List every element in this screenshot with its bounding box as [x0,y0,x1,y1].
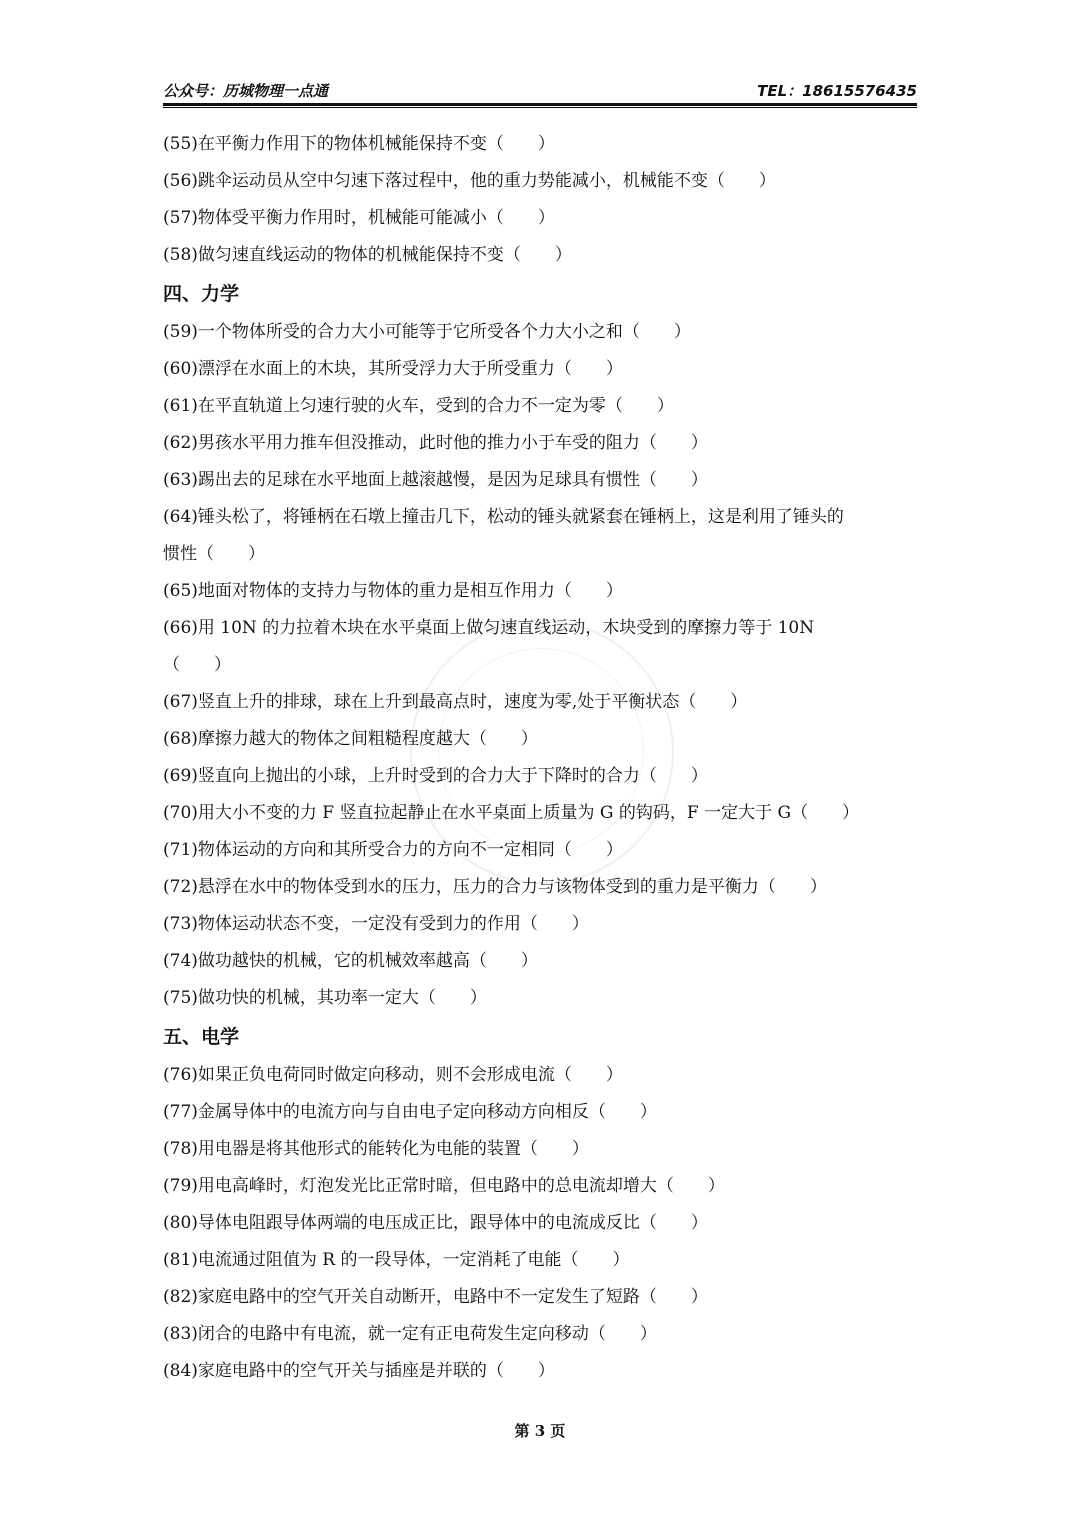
question-line: (58)做匀速直线运动的物体的机械能保持不变（ ） [163,245,572,265]
header-wechat-account: 公众号：历城物理一点通 [163,82,329,100]
page-number: 第 3 页 [514,1422,566,1440]
question-line: (77)金属导体中的电流方向与自由电子定向移动方向相反（ ） [163,1102,657,1122]
section-heading: 四、力学 [163,283,240,305]
question-line: （ ） [163,655,231,675]
question-line: (63)踢出去的足球在水平地面上越滚越慢，是因为足球具有惯性（ ） [163,470,708,490]
question-line: (74)做功越快的机械，它的机械效率越高（ ） [163,951,538,971]
question-line: (72)悬浮在水中的物体受到水的压力，压力的合力与该物体受到的重力是平衡力（ ） [163,877,827,897]
question-line: (79)用电高峰时，灯泡发光比正常时暗，但电路中的总电流却增大（ ） [163,1176,725,1196]
header-rule-thin [163,107,917,108]
question-line: (65)地面对物体的支持力与物体的重力是相互作用力（ ） [163,581,623,601]
question-line: (59)一个物体所受的合力大小可能等于它所受各个力大小之和（ ） [163,322,691,342]
question-line: (82)家庭电路中的空气开关自动断开，电路中不一定发生了短路（ ） [163,1287,708,1307]
question-line: (55)在平衡力作用下的物体机械能保持不变（ ） [163,134,555,154]
question-line: (76)如果正负电荷同时做定向移动，则不会形成电流（ ） [163,1065,623,1085]
question-line: (62)男孩水平用力推车但没推动，此时他的推力小于车受的阻力（ ） [163,433,708,453]
header-phone: TEL：18615576435 [757,82,917,100]
question-line: (69)竖直向上抛出的小球，上升时受到的合力大于下降时的合力（ ） [163,766,708,786]
question-line: 惯性（ ） [163,544,265,564]
question-line: (67)竖直上升的排球，球在上升到最高点时，速度为零,处于平衡状态（ ） [163,692,748,712]
question-line: (84)家庭电路中的空气开关与插座是并联的（ ） [163,1361,555,1381]
question-line: (70)用大小不变的力 F 竖直拉起静止在水平桌面上质量为 G 的钩码，F 一定大于 G（ ） [163,803,860,823]
section-heading: 五、电学 [163,1026,240,1048]
question-line: (57)物体受平衡力作用时，机械能可能减小（ ） [163,208,555,228]
question-line: (68)摩擦力越大的物体之间粗糙程度越大（ ） [163,729,538,749]
question-line: (81)电流通过阻值为 R 的一段导体，一定消耗了电能（ ） [163,1250,630,1270]
question-line: (66)用 10N 的力拉着木块在水平桌面上做匀速直线运动，木块受到的摩擦力等于 10N [163,618,815,638]
question-line: (64)锤头松了，将锤柄在石墩上撞击几下，松动的锤头就紧套在锤柄上，这是利用了锤头的 [163,507,844,527]
header-rule-thick [163,103,917,106]
question-line: (60)漂浮在水面上的木块，其所受浮力大于所受重力（ ） [163,359,623,379]
question-line: (75)做功快的机械，其功率一定大（ ） [163,988,487,1008]
question-line: (78)用电器是将其他形式的能转化为电能的装置（ ） [163,1139,589,1159]
question-line: (73)物体运动状态不变，一定没有受到力的作用（ ） [163,914,589,934]
question-list [163,126,917,1390]
question-line: (71)物体运动的方向和其所受合力的方向不一定相同（ ） [163,840,623,860]
question-line: (83)闭合的电路中有电流，就一定有正电荷发生定向移动（ ） [163,1324,657,1344]
question-line: (56)跳伞运动员从空中匀速下落过程中，他的重力势能减小，机械能不变（ ） [163,171,776,191]
question-line: (80)导体电阻跟导体两端的电压成正比，跟导体中的电流成反比（ ） [163,1213,708,1233]
question-line: (61)在平直轨道上匀速行驶的火车，受到的合力不一定为零（ ） [163,396,674,416]
page-header [163,80,917,102]
